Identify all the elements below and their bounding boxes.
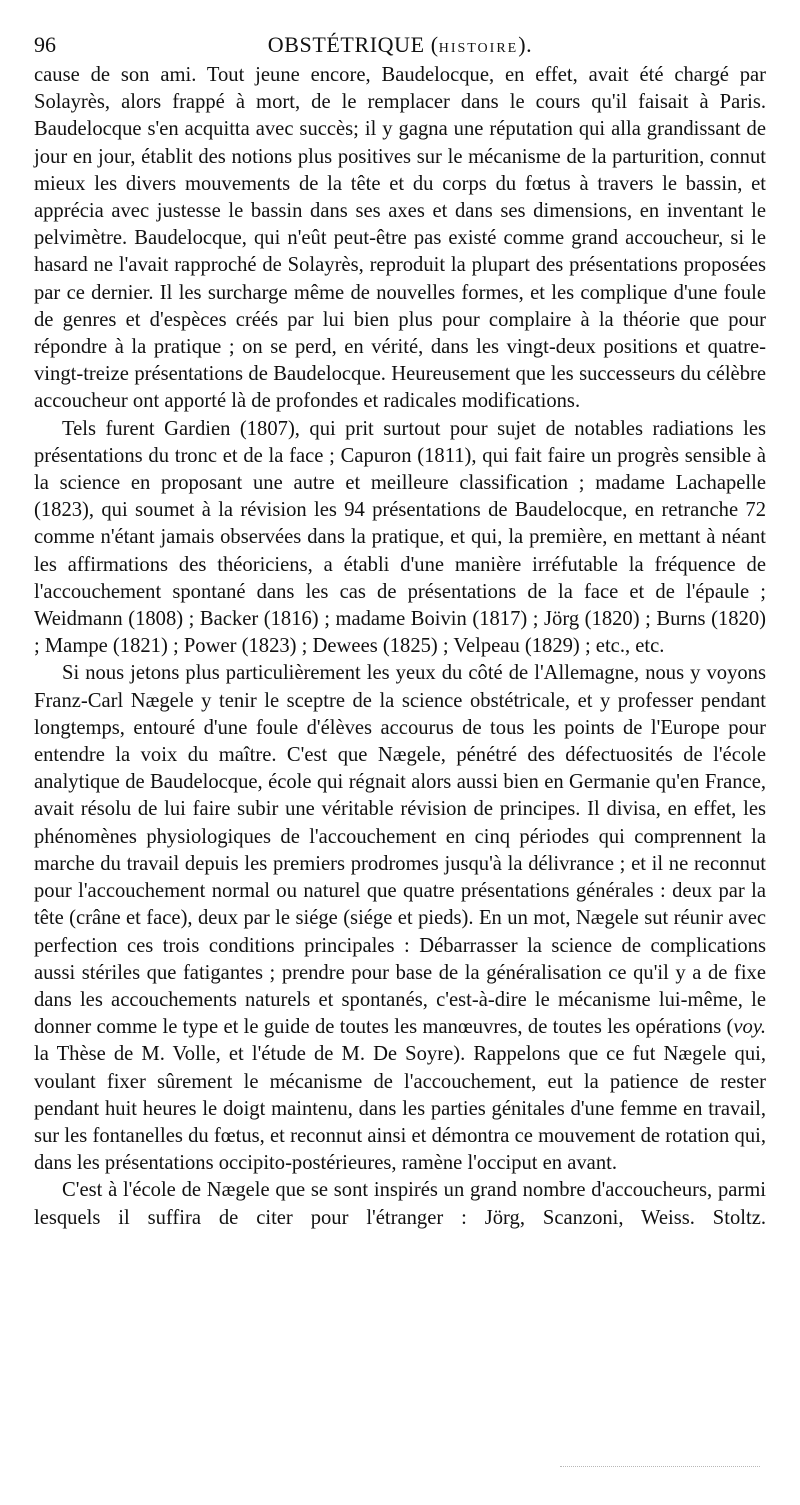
page-smudge xyxy=(560,1466,760,1471)
page-number: 96 xyxy=(34,32,56,57)
running-title-open: ( xyxy=(424,32,439,57)
paragraph-successors: Tels furent Gardien (1807), qui prit surtout pour sujet de notables radiations les présentations du tronc et de la face ; Capuron (1811), qui fait faire un progrès sensible à la science en proposant une autre et meilleure classification ; madame Lachapelle (1823), qui soumet à la révision les 94 présentations de Baudelocque, en retranche 72 comme n'étant jamais observées dans la pratique, et qui, la première, en mettant à néant les affirmations des théoriciens, a établi d'une manière irréfutable la fréquence de l'accouchement spontané dans les cas de présentations de la face et de l'épaule ; Weidmann (1808) ; Backer (1816) ; madame Boivin (1817) ; Jörg (1820) ; Burns (1820) ; Mampe (1821) ; Power (1823) ; Dewees (1825) ; Velpeau (1829) ; etc., etc. xyxy=(34,417,766,658)
running-head xyxy=(34,28,766,62)
paragraph-naegele-italic: voy. xyxy=(733,1016,766,1039)
paragraph-naegele-tail: la Thèse de M. Volle, et l'étude de M. De Soyre). Rappelons que ce fut Nægele qui, voulant fixer sûrement le mécanisme de l'accouchement, eut la patience de rester pendant huit heures le doigt maintenu, dans les parties génitales d'une femme en travail, sur les fontanelles du fœtus, et reconnut ainsi et démontra ce mouvement de rotation qui, dans les présentations occipito-postérieures, ramène l'occiput en avant. xyxy=(34,1043,766,1175)
paragraph-naegele-text: Si nous jetons plus particulièrement les yeux du côté de l'Allemagne, nous y voyons Franz-Carl Nægele y tenir le sceptre de la science obstétricale, et y professer pendant longtemps, entouré d'une foule d'élèves accourus de tous les points de l'Europe pour entendre la voix du maître. C'est que Nægele, pénétré des défectuosités de l'école analytique de Baudelocque, école qui régnait alors aussi bien en Germanie qu'en France, avait résolu de lui faire subir une véritable révision de principes. Il divisa, en effet, les phénomènes physiologiques de l'accouchement en cinq périodes qui comprennent la marche du travail depuis les premiers prodromes jusqu'à la délivrance ; et il ne reconnut pour l'accouchement normal ou naturel que quatre présentations générales : deux par la tête (crâne et face), deux par le siége (siége et pieds). En un mot, Nægele sut réunir avec perfection ces trois conditions principales : Débarrasser la science de complications aussi stériles que fatigantes ; prendre pour base de la généralisation ce qu'il y a de fixe dans les accouchements naturels et spontanés, c'est-à-dire le mécanisme lui-même, le donner comme le type et le guide de toutes les manœuvres, de toutes les opérations ( xyxy=(34,662,766,1039)
paragraph-school-of-naegele: C'est à l'école de Nægele que se sont inspirés un grand nombre d'accoucheurs, parmi lesquels il suffira de citer pour l'étranger : Jörg, Scanzoni, Weiss. Stoltz. xyxy=(34,1179,766,1229)
running-title xyxy=(34,28,766,66)
running-title-main: OBSTÉTRIQUE xyxy=(267,32,425,57)
paragraph-baudelocque: cause de son ami. Tout jeune encore, Baudelocque, en effet, avait été chargé par Solayrès, alors frappé à mort, de le remplacer dans le cours qu'il faisait à Paris. Baudelocque s'en acquitta avec succès; il y gagna une réputation qui alla grandissant de jour en jour, établit des notions plus positives sur le mécanisme de la parturition, connut mieux les divers mouvements de la tête et du corps du fœtus à travers le bassin, et apprécia avec justesse le bassin dans ses axes et dans ses dimensions, en inventant le pelvimètre. Baudelocque, qui n'eût peut-être pas existé comme grand accoucheur, si le hasard ne l'avait rapproché de Solayrès, reproduit la plupart des présentations proposées par ce dernier. Il les surcharge même de nouvelles formes, et les complique d'une foule de genres et d'espèces créés par lui bien plus pour complaire à la théorie que pour répondre à la pratique ; on se perd, en vérité, dans les vingt-deux positions et quatre-vingt-treize présentations de Baudelocque. Heureusement que les successeurs du célèbre accoucheur ont apporté là de profondes et radicales modifications. xyxy=(34,64,766,413)
running-title-section: HISTOIRE xyxy=(438,41,519,56)
running-title-close: ). xyxy=(518,32,533,57)
body-text xyxy=(34,62,766,1232)
document-page xyxy=(34,28,766,1232)
paragraph-naegele xyxy=(34,660,766,1177)
